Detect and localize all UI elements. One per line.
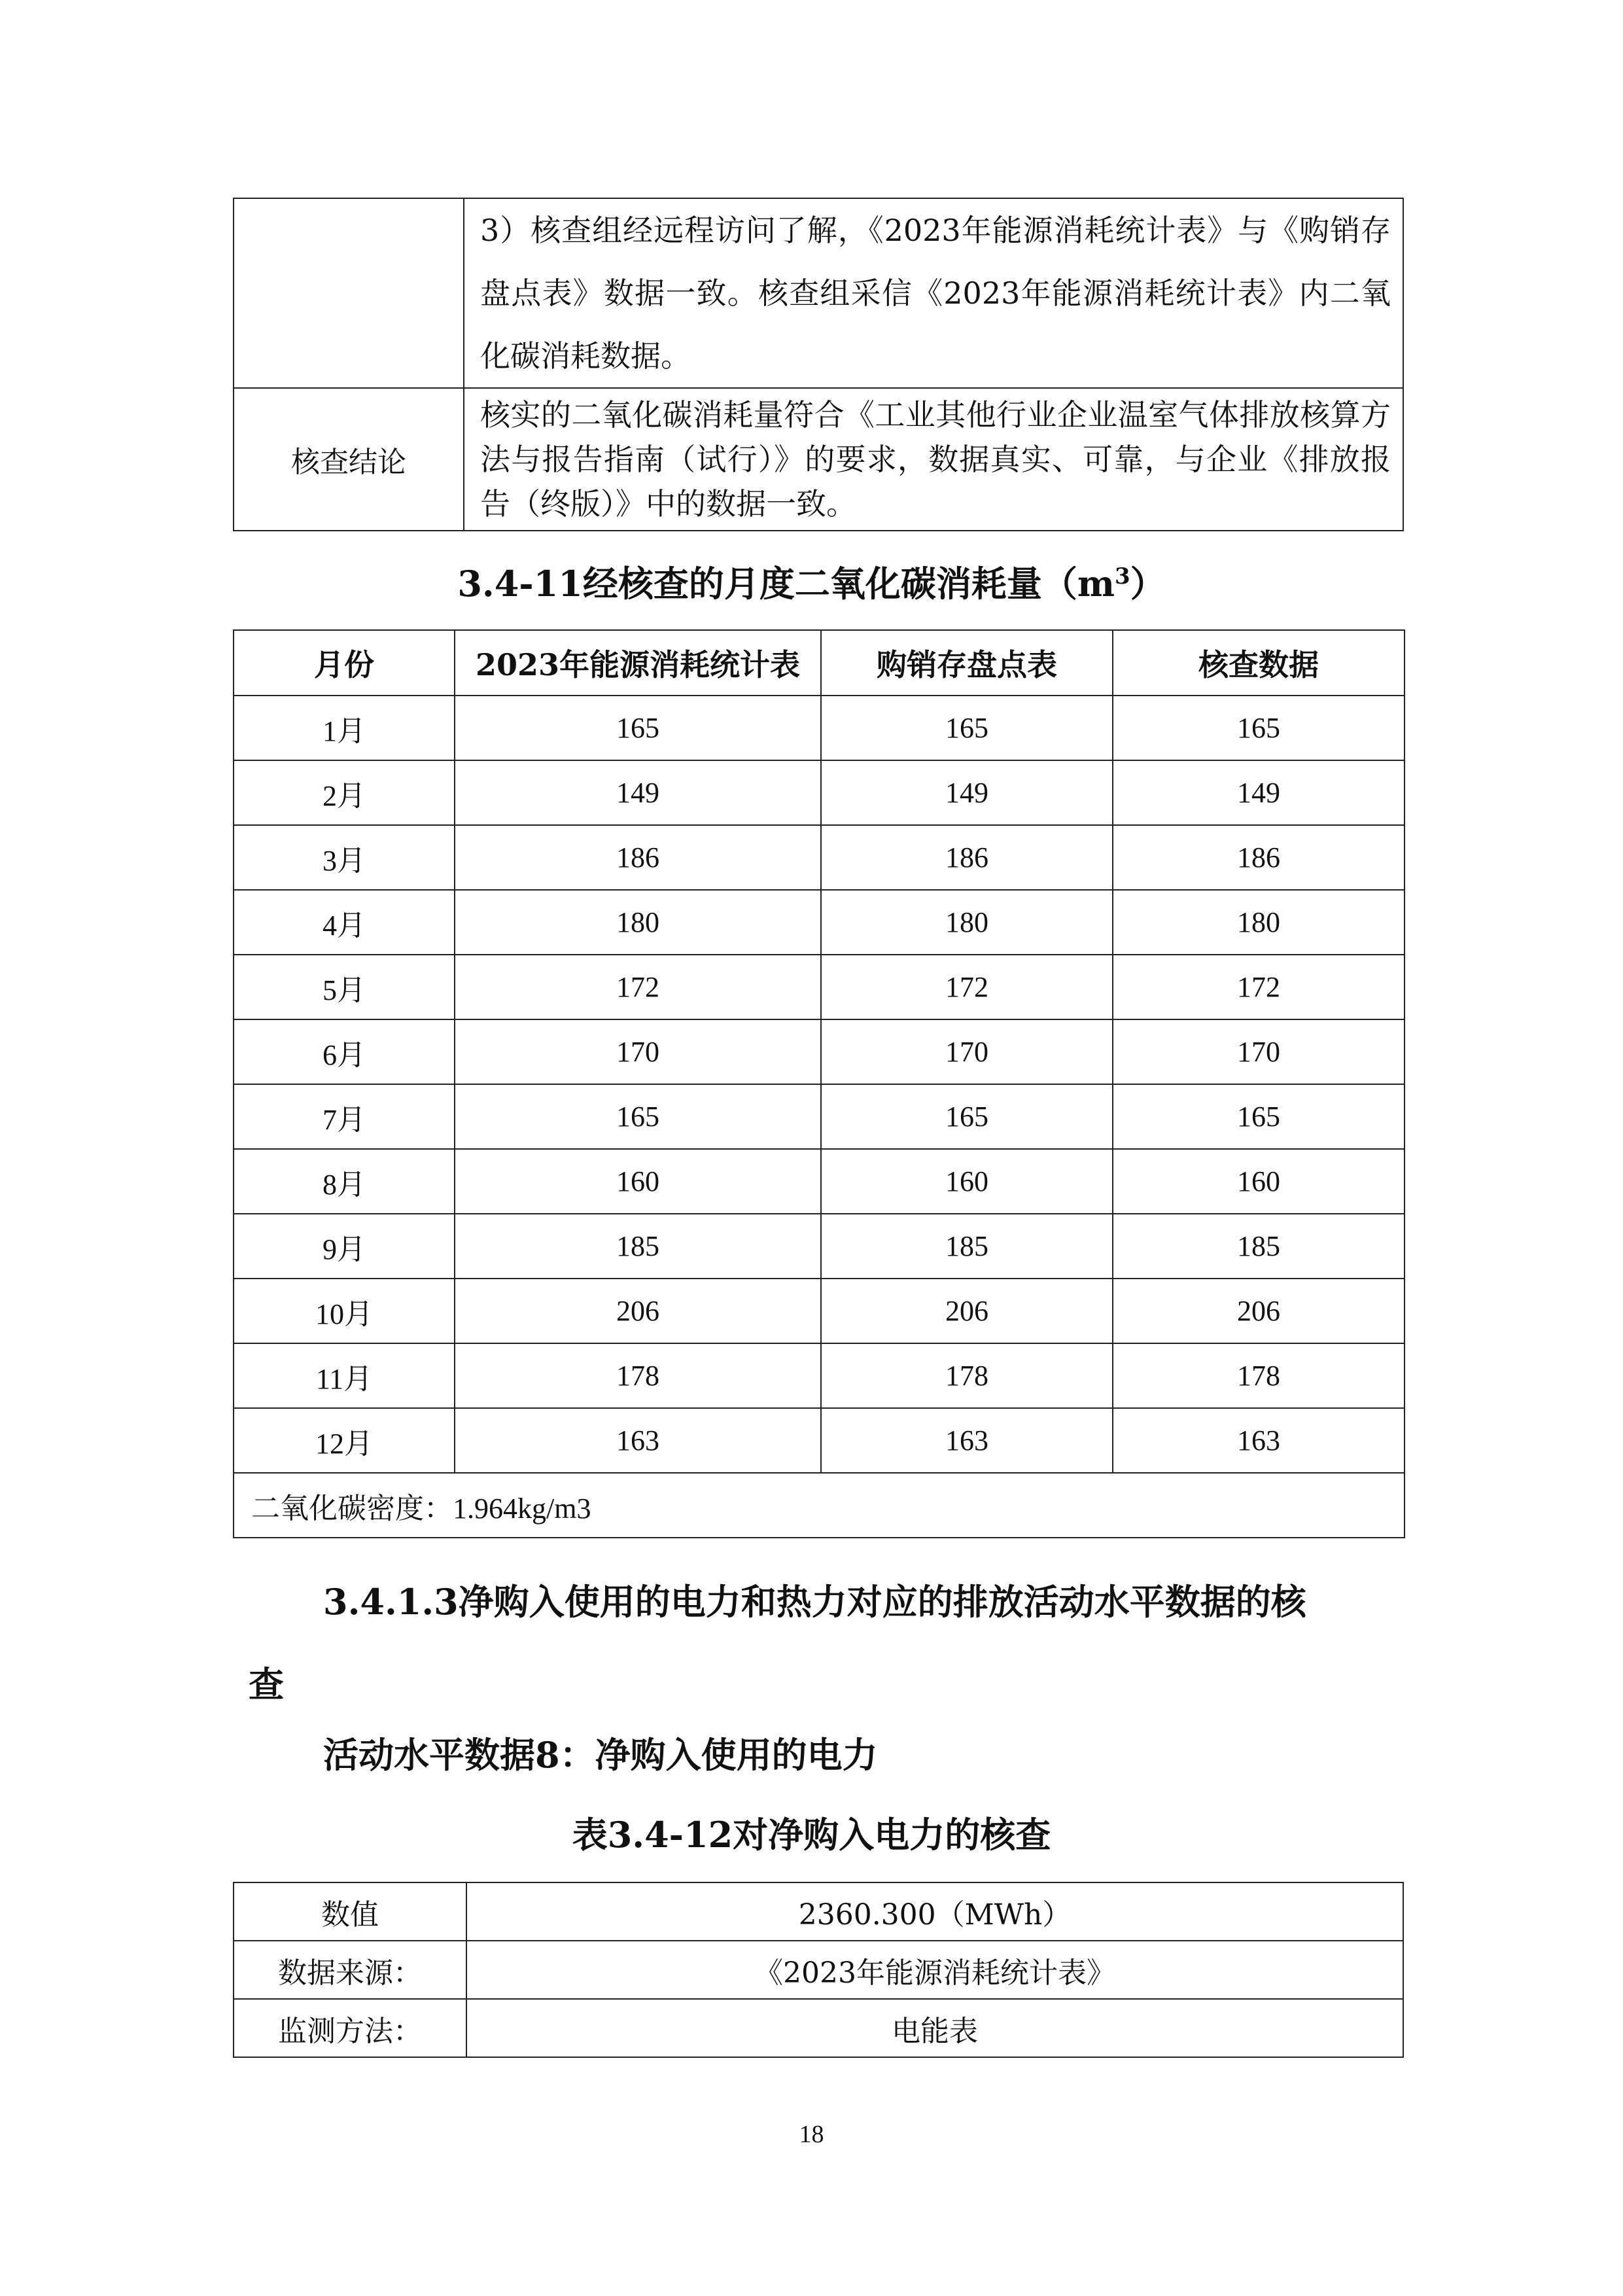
inventory-value-cell: 149 [821,760,1113,825]
stats-value-cell: 149 [455,760,821,825]
stats-value-cell: 165 [455,1084,821,1149]
header-month: 月份 [234,630,455,696]
table-row [234,1941,1403,1999]
source-cell: 《2023年能源消耗统计表》 [466,1941,1403,1999]
table-row [234,890,1405,955]
verified-value-cell: 165 [1113,1084,1405,1149]
stats-value-cell: 160 [455,1149,821,1214]
conclusion-text: 核实的二氧化碳消耗量符合《工业其他行业企业温室气体排放核算方法与报告指南（试行）》的要求，数据真实、可靠，与企业《排放报告（终版）》中的数据一致。 [464,388,1403,531]
table-row [234,760,1405,825]
inventory-value-cell: 186 [821,825,1113,890]
verified-value-cell: 170 [1113,1019,1405,1084]
header-inventory-table: 购销存盘点表 [821,630,1113,696]
inventory-value-cell: 172 [821,955,1113,1019]
month-cell: 11月 [234,1343,455,1408]
inventory-value-cell: 185 [821,1214,1113,1279]
verified-value-cell: 165 [1113,696,1405,760]
table-3-4-11-caption [0,556,1623,607]
verification-table [233,198,1404,531]
verified-value-cell: 172 [1113,955,1405,1019]
month-cell: 10月 [234,1279,455,1343]
table-row [234,1999,1403,2057]
month-cell: 5月 [234,955,455,1019]
caption-main: 3.4-11经核查的月度二氧化碳消耗量（m [457,563,1115,605]
table-header-row [234,630,1405,696]
verified-value-cell: 178 [1113,1343,1405,1408]
stats-value-cell: 165 [455,696,821,760]
conclusion-label: 核查结论 [234,388,464,531]
inventory-value-cell: 206 [821,1279,1113,1343]
stats-value-cell: 186 [455,825,821,890]
month-cell: 4月 [234,890,455,955]
section-heading-line2: 查 [249,1663,284,1705]
density-footnote: 二氧化碳密度：1.964kg/m3 [234,1473,1405,1538]
table-row [234,1084,1405,1149]
method-cell: 电能表 [466,1999,1403,2057]
month-cell: 12月 [234,1408,455,1473]
table-row [234,1408,1405,1473]
verified-value-cell: 185 [1113,1214,1405,1279]
item3-text: 3）核查组经远程访问了解，《2023年能源消耗统计表》与《购销存盘点表》数据一致。核查组采信《2023年能源消耗统计表》内二氧化碳消耗数据。 [464,198,1403,388]
value-label: 数值 [234,1882,466,1941]
table-row [234,696,1405,760]
verified-value-cell: 163 [1113,1408,1405,1473]
method-label: 监测方法： [234,1999,466,2057]
monthly-co2-table [233,629,1405,1538]
verified-value-cell: 186 [1113,825,1405,890]
table-row [234,1343,1405,1408]
stats-value-cell: 178 [455,1343,821,1408]
month-cell: 3月 [234,825,455,890]
table-row [234,1279,1405,1343]
stats-value-cell: 180 [455,890,821,955]
header-stats-table: 2023年能源消耗统计表 [455,630,821,696]
table-row [234,1019,1405,1084]
stats-value-cell: 185 [455,1214,821,1279]
verified-value-cell: 180 [1113,890,1405,955]
page-number: 18 [799,2121,824,2148]
table-row [234,1882,1403,1941]
caption-end: ） [1130,563,1166,605]
stats-value-cell: 170 [455,1019,821,1084]
verified-value-cell: 149 [1113,760,1405,825]
table-row [234,1214,1405,1279]
table-3-4-12-caption: 表3.4-12对净购入电力的核查 [572,1814,1051,1856]
header-verified-data: 核查数据 [1113,630,1405,696]
inventory-value-cell: 180 [821,890,1113,955]
source-label: 数据来源： [234,1941,466,1999]
inventory-value-cell: 178 [821,1343,1113,1408]
electricity-table [233,1882,1404,2058]
table-row [234,1149,1405,1214]
section-heading [249,1561,1403,1725]
inventory-value-cell: 163 [821,1408,1113,1473]
table-row [234,825,1405,890]
empty-label-cell [234,198,464,388]
month-cell: 8月 [234,1149,455,1214]
inventory-value-cell: 170 [821,1019,1113,1084]
verified-value-cell: 206 [1113,1279,1405,1343]
stats-value-cell: 163 [455,1408,821,1473]
value-cell: 2360.300（MWh） [466,1882,1403,1941]
month-cell: 1月 [234,696,455,760]
activity-heading: 活动水平数据8：净购入使用的电力 [323,1734,878,1776]
month-cell: 2月 [234,760,455,825]
inventory-value-cell: 165 [821,696,1113,760]
inventory-value-cell: 165 [821,1084,1113,1149]
month-cell: 9月 [234,1214,455,1279]
verified-value-cell: 160 [1113,1149,1405,1214]
caption-superscript: 3 [1114,563,1130,590]
section-heading-line1: 3.4.1.3净购入使用的电力和热力对应的排放活动水平数据的核 [323,1581,1306,1623]
stats-value-cell: 206 [455,1279,821,1343]
month-cell: 6月 [234,1019,455,1084]
inventory-value-cell: 160 [821,1149,1113,1214]
month-cell: 7月 [234,1084,455,1149]
stats-value-cell: 172 [455,955,821,1019]
table-row [234,955,1405,1019]
